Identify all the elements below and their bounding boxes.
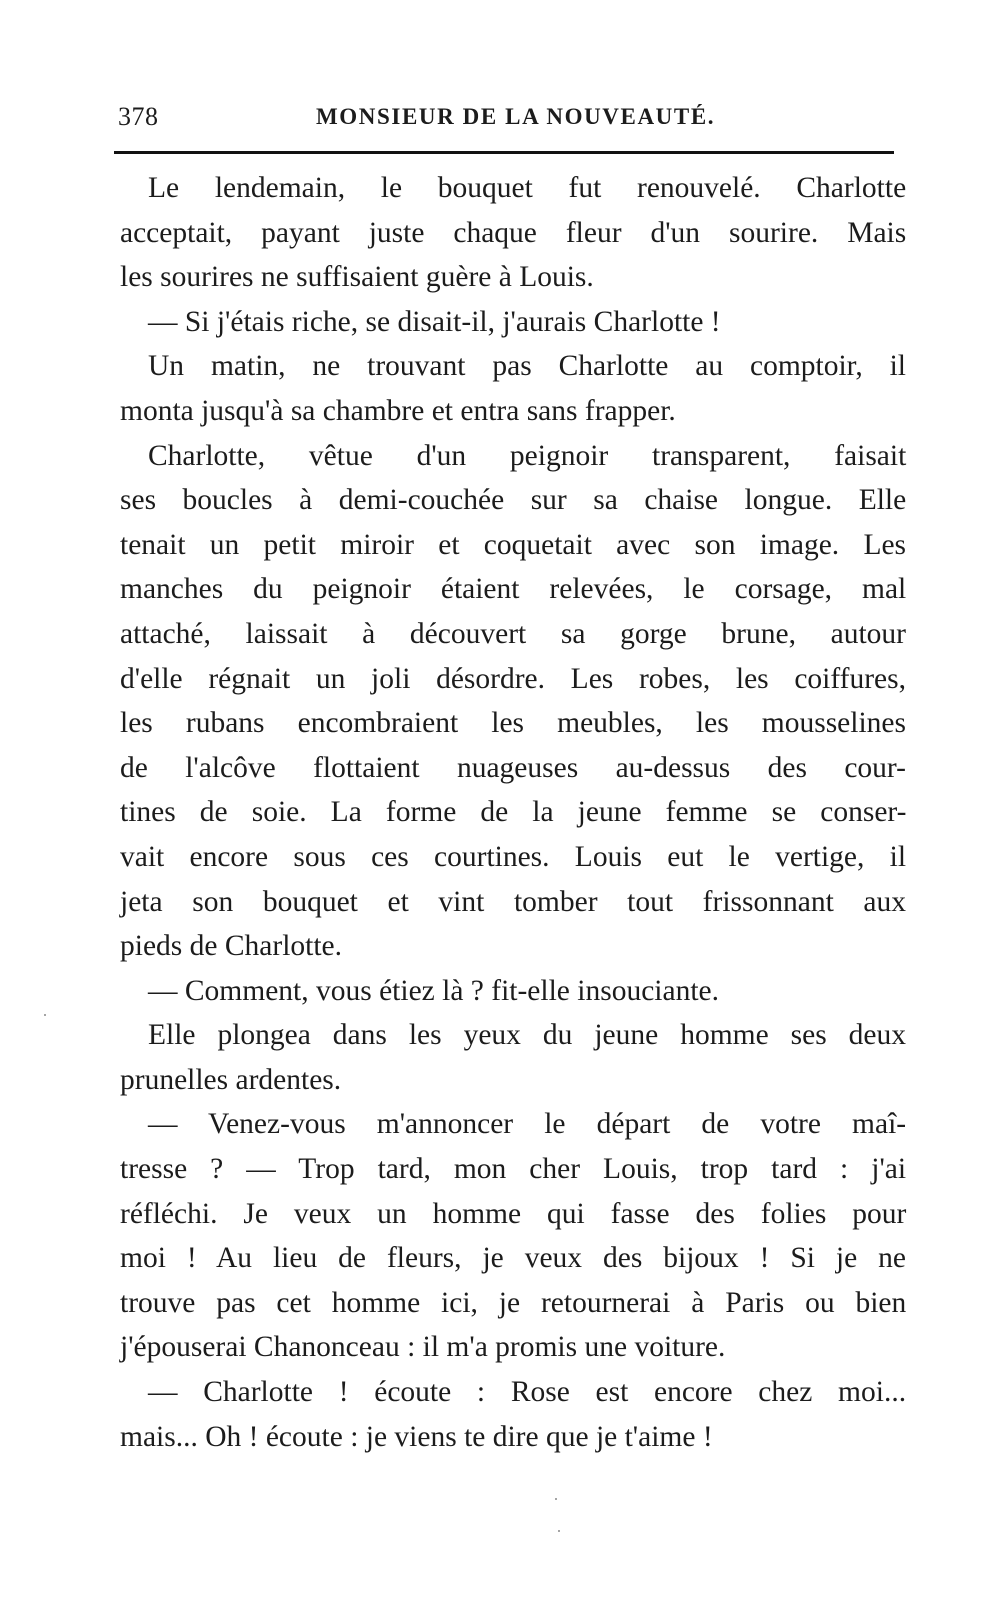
text-line: — Si j'étais riche, se disait-il, j'aurais Charlotte ! — [148, 305, 721, 338]
text-line: — Comment, vous étiez là ? fit-elle insouciante. — [148, 974, 719, 1007]
text-line: réfléchi. Je veux un homme qui fasse des folies pour — [120, 1197, 907, 1230]
text-line: — Venez-vous m'annoncer le départ de votre maî- — [148, 1108, 907, 1141]
text-line: d'elle régnait un joli désordre. Les robes, les coiffures, — [120, 662, 906, 695]
text-line: ses boucles à demi-couchée sur sa chaise longue. Elle — [120, 484, 907, 517]
running-title: MONSIEUR DE LA NOUVEAUTÉ. — [316, 104, 716, 129]
text-line: Le lendemain, le bouquet fut renouvelé. Charlotte — [148, 172, 907, 204]
text-line: vait encore sous ces courtines. Louis eut le vertige, il — [120, 840, 907, 873]
text-line: manches du peignoir étaient relevées, le corsage, mal — [120, 573, 907, 606]
text-line: mais... Oh ! écoute : je viens te dire que je t'aime ! — [120, 1420, 713, 1453]
text-line: Un matin, ne trouvant pas Charlotte au comptoir, il — [148, 350, 906, 383]
body-text — [120, 166, 906, 1459]
text-line: tines de soie. La forme de la jeune femme se conser- — [120, 796, 907, 829]
text-line: moi ! Au lieu de fleurs, je veux des bijoux ! Si je ne — [120, 1242, 906, 1275]
text-line: jeta son bouquet et vint tomber tout frissonnant aux — [120, 885, 906, 918]
header-rule — [114, 151, 894, 154]
text-line: Elle plongea dans les yeux du jeune homme ses deux — [148, 1019, 906, 1052]
text-line: prunelles ardentes. — [120, 1063, 342, 1096]
paper-speck — [558, 1530, 560, 1532]
text-line: de l'alcôve flottaient nuageuses au-dessus des cour- — [120, 751, 906, 784]
text-line: monta jusqu'à sa chambre et entra sans frapper. — [120, 394, 676, 427]
text-line: les rubans encombraient les meubles, les mousselines — [120, 707, 906, 740]
text-line: — Charlotte ! écoute : Rose est encore chez moi... — [148, 1376, 907, 1409]
text-line: trouve pas cet homme ici, je retournerai à Paris ou bien — [120, 1286, 907, 1319]
text-line: j'épouserai Chanonceau : il m'a promis une voiture. — [120, 1331, 726, 1364]
paper-speck — [555, 1498, 557, 1500]
text-line: acceptait, payant juste chaque fleur d'un sourire. Mais — [120, 216, 907, 249]
text-line: Charlotte, vêtue d'un peignoir transparent, faisait — [148, 439, 907, 472]
text-line: les sourires ne suffisaient guère à Louis. — [120, 261, 594, 294]
text-line: tresse ? — Trop tard, mon cher Louis, trop tard : j'ai — [120, 1153, 907, 1186]
page-header — [118, 102, 900, 142]
page-number: 378 — [118, 102, 159, 131]
paper-speck — [44, 1014, 46, 1016]
text-line: pieds de Charlotte. — [120, 930, 343, 963]
text-line: attaché, laissait à découvert sa gorge brune, autour — [120, 617, 906, 650]
text-line: tenait un petit miroir et coquetait avec son image. Les — [120, 528, 907, 561]
